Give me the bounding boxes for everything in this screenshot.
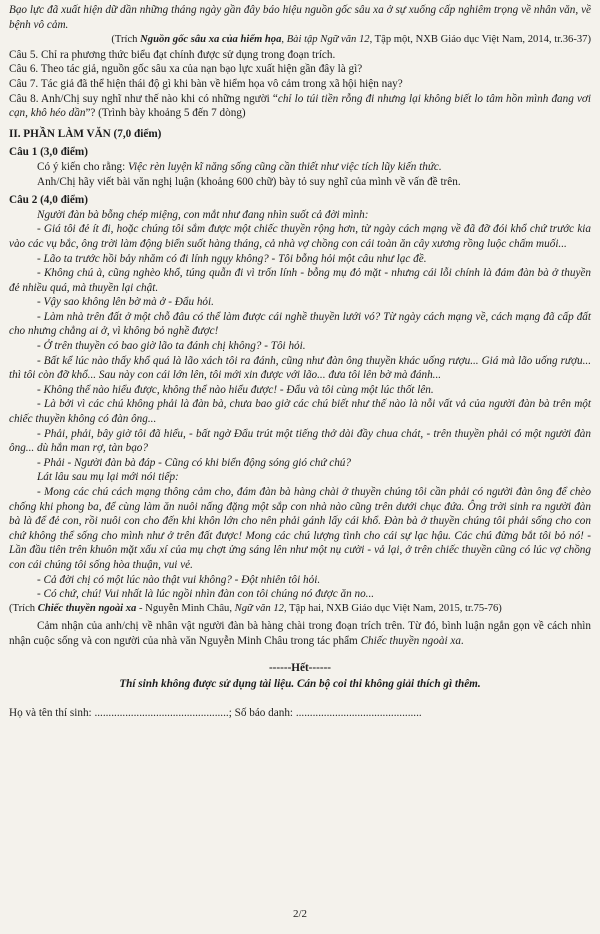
story-line: - Không chú à, cũng nghèo khổ, túng quẫn đi vì trốn lính - bỗng mụ đỏ mặt - nhưng cái lỗi chính là đám đàn bà ở thuyền đẻ nhiều quá, mà thuyền lại chật. <box>9 267 591 294</box>
essay-1-prompt: Có ý kiến cho rằng: Việc rèn luyện kĩ năng sống cũng cần thiết như việc tích lũy kiến thức. <box>37 160 442 173</box>
story-line: - Phải, phải, bây giờ tôi đã hiểu, - bất ngờ Đẩu trút một tiếng thở dài đầy chua chát, - trên thuyền phải có một người đàn ông... dù hắn man rợ, tàn bạo? <box>9 427 591 455</box>
essay-1-heading: Câu 1 (3,0 điểm) <box>9 146 88 159</box>
story-line: - Bất kể lúc nào thấy khổ quá là lão xách tôi ra đánh, cũng như đàn ông thuyền khác uống rượu... Giá mà lão uống rượu... thì tôi còn đỡ khổ... Sau này con cái lớn lên, tôi mới xin được với lão... đưa tôi lên bờ mà đánh... <box>9 354 591 382</box>
story-line: Người đàn bà bỗng chép miệng, con mắt như đang nhìn suốt cả đời mình: <box>37 208 369 221</box>
candidate-info-line: Họ và tên thí sinh: ................................................; Số báo danh: ............................................. <box>9 706 422 719</box>
essay-2-task: Cảm nhận của anh/chị về nhân vật người đàn bà hàng chài trong đoạn trích trên. Từ đó, bình luận ngắn gọn về cách nhìn nhận cuộc sống và con người của nhà văn Nguyễn Minh Châu trong tác phẩm Chiếc thuyền ngoài xa. <box>9 620 591 647</box>
question-8: Câu 8. Anh/Chị suy nghĩ như thế nào khi có những người “chỉ lo túi tiền rỗng đi nhưng lại không biết lo tâm hồn mình đang vơi cạn, khô héo dần”? (Trình bày khoảng 5 đến 7 dòng) <box>9 92 591 120</box>
story-line: - Không thể nào hiểu được, không thể nào hiểu được! - Đẩu và tôi cùng một lúc thốt lên. <box>37 383 434 396</box>
story-line: - Làm nhà trên đất ở một chỗ đâu có thể làm được cái nghề thuyền lưới vó? Từ ngày cách mạng về, cách mạng đã cấp đất cho nhưng chẳng ai ở, vì không bỏ nghề được! <box>9 310 591 338</box>
story-line: - Vậy sao không lên bờ mà ở - Đẩu hỏi. <box>37 296 214 309</box>
story-line: - Phải - Người đàn bà đáp - Cũng có khi biển động sóng gió chứ chú? <box>37 456 351 469</box>
essay-1-task: Anh/Chị hãy viết bài văn nghị luận (khoảng 600 chữ) bày tỏ suy nghĩ của mình về vấn đề trên. <box>37 175 461 188</box>
question-6: Câu 6. Theo tác giả, nguồn gốc sâu xa của nạn bạo lực xuất hiện gần đây là gì? <box>9 63 363 76</box>
story-line: - Lão ta trước hồi bảy nhăm có đi lính ngụy không? - Tôi bỗng hỏi một câu như lạc đề. <box>37 252 427 265</box>
story-line: - Cả đời chị có một lúc nào thật vui không? - Đột nhiên tôi hỏi. <box>37 573 321 586</box>
part-2-heading: II. PHẦN LÀM VĂN (7,0 điểm) <box>9 127 162 140</box>
question-7: Câu 7. Tác giả đã thể hiện thái độ gì khi bàn về hiểm họa vô cảm trong xã hội hiện nay? <box>9 77 403 90</box>
story-line: - Là bởi vì các chú không phải là đàn bà, chưa bao giờ các chú biết như thế nào là nỗi vất vả của người đàn bà trên một chiếc thuyền không có đàn ông... <box>9 398 591 426</box>
end-mark: ------Hết------ <box>268 661 332 674</box>
story-line: - Ở trên thuyền có bao giờ lão ta đánh chị không? - Tôi hỏi. <box>37 340 306 353</box>
story-line: - Mong các chú cách mạng thông cảm cho, đám đàn bà hàng chài ở thuyền chúng tôi cần phải có người đàn ông để chèo chống khi phong ba, để cùng làm ăn nuôi nấng đặng một sắp con nhà nào cũng trên dưới chục đứa. Ông trời sinh ra người đàn bà là để đẻ con, rồi nuôi con cho đến khi khôn lớn cho nên phải gánh lấy cái khổ. Đàn bà ở thuyền chúng tôi phải sống cho con chứ không thể sống cho mình như ở trên đất được! Mong các chú lượng tình cho cái sự lạc hậu. Các chú đừng bắt tôi bỏ nó! - Lần đầu tiên trên khuôn mặt xấu xí của mụ chợt ửng sáng lên như một nụ cười - vả lại, ở trên chiếc thuyền cũng có lúc vợ chồng con cái chúng tôi sống hòa thuận, vui vẻ. <box>9 486 591 571</box>
story-line: Lát lâu sau mụ lại mới nói tiếp: <box>37 471 179 484</box>
exam-instruction: Thí sinh không được sử dụng tài liệu. Cán bộ coi thi không giải thích gì thêm. <box>119 678 481 691</box>
essay-2-heading: Câu 2 (4,0 điểm) <box>9 194 88 207</box>
passage-source: (Trích Nguồn gốc sâu xa của hiểm họa, Bài tập Ngữ văn 12, Tập một, NXB Giáo dục Việt Nam, 2014, tr.36-37) <box>111 34 591 46</box>
story-line: - Có chứ, chú! Vui nhất là lúc ngồi nhìn đàn con tôi chúng nó được ăn no... <box>37 588 375 601</box>
question-5: Câu 5. Chỉ ra phương thức biểu đạt chính được sử dụng trong đoạn trích. <box>9 48 336 61</box>
page-number: 2/2 <box>292 908 308 921</box>
story-source: (Trích Chiếc thuyền ngoài xa - Nguyễn Minh Châu, Ngữ văn 12, Tập hai, NXB Giáo dục Việt Nam, 2015, tr.75-76) <box>9 602 502 614</box>
story-line: - Giá tôi đẻ ít đi, hoặc chúng tôi sắm được một chiếc thuyền rộng hơn, từ ngày cách mạng về đã đỡ đói khổ chứ trước kia vào các vụ bắc, ông trời làm động biển suốt hàng tháng, cả nhà vợ chồng con cái toàn ăn cây xương rồng luộc chấm muối... <box>9 223 591 250</box>
story-excerpt <box>9 208 591 602</box>
passage-ending: Bạo lực đã xuất hiện dữ dần những tháng ngày gần đây báo hiệu nguồn gốc sâu xa ở sự xuống cấp nghiêm trọng về nhân văn, về bệnh vô cảm. <box>9 4 591 31</box>
